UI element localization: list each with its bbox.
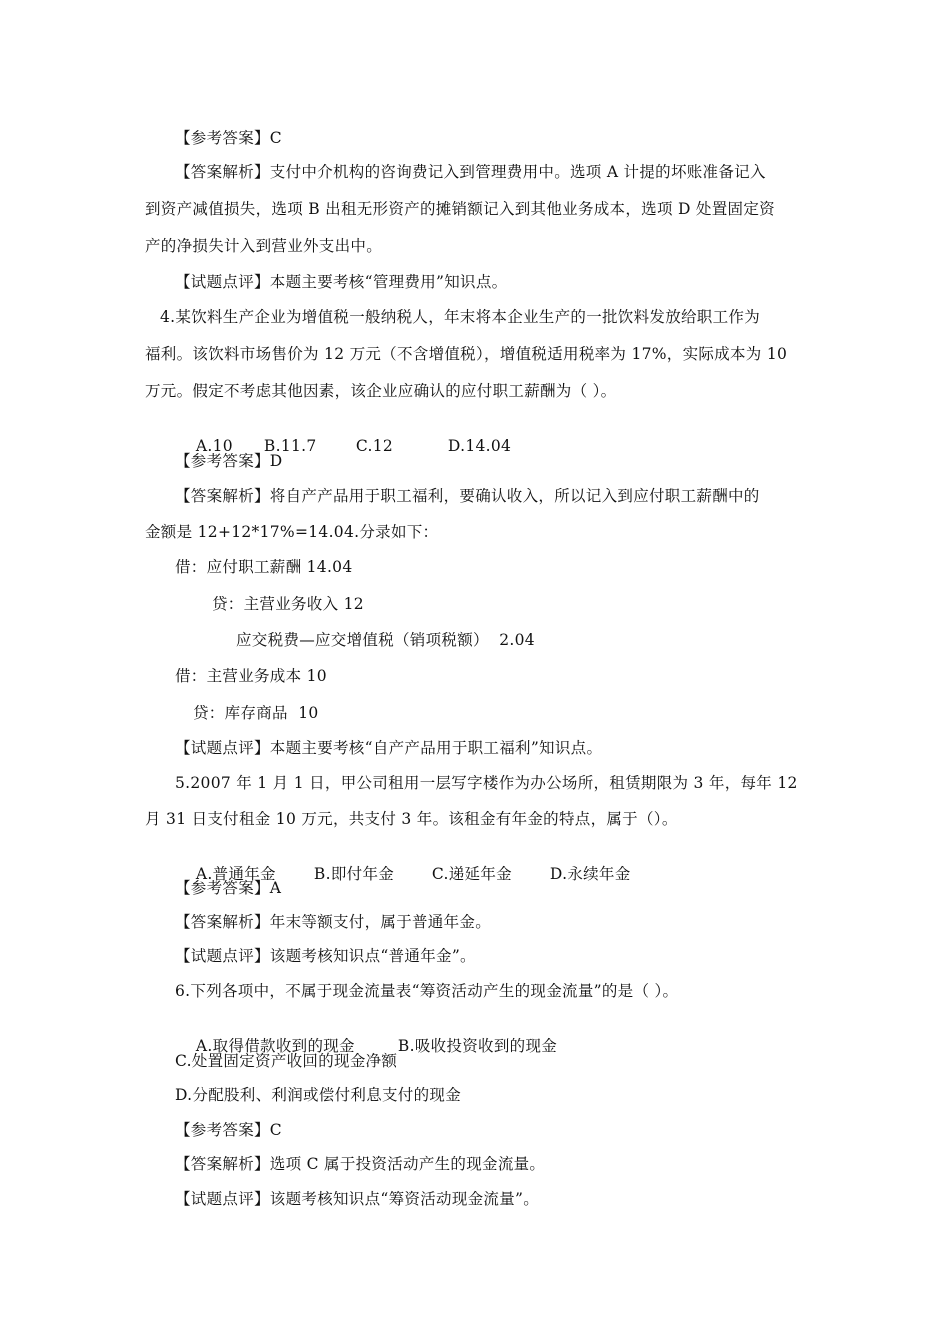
option-d: D.14.04 — [447, 437, 512, 455]
option-d: D.永续年金 — [549, 865, 631, 883]
option-c: C.递延年金 — [431, 865, 512, 883]
explanation-q4-line2: 金额是 12+12*17%=14.04.分录如下： — [145, 523, 439, 541]
explanation-q4-line1: 【答案解析】将自产产品用于职工福利，要确认收入，所以记入到应付职工薪酬中的 — [175, 487, 760, 505]
comment-q6: 【试题点评】该题考核知识点“筹资活动现金流量”。 — [175, 1190, 540, 1208]
option-b: B.吸收投资收到的现金 — [397, 1037, 558, 1055]
question-5-line1: 5.2007 年 1 月 1 日，甲公司租用一层写字楼作为办公场所，租赁期限为 3 年，每年 12 — [175, 774, 798, 792]
option-a: A.普通年金 — [195, 865, 276, 883]
answer-q4: 【参考答案】D — [175, 452, 283, 470]
option-c: C.12 — [355, 437, 394, 455]
explanation-q3-line2: 到资产减值损失，选项 B 出租无形资产的摊销额记入到其他业务成本，选项 D 处置固定资 — [145, 200, 775, 218]
option-b: B.即付年金 — [313, 865, 395, 883]
journal-credit-1: 贷：主营业务收入 12 — [212, 595, 364, 613]
answer-q6: 【参考答案】C — [175, 1121, 282, 1139]
option-c-q6: C.处置固定资产收回的现金净额 — [175, 1052, 398, 1070]
explanation-q3-line3: 产的净损失计入到营业外支出中。 — [145, 237, 383, 255]
explanation-q6: 【答案解析】选项 C 属于投资活动产生的现金流量。 — [175, 1155, 546, 1173]
comment-q5: 【试题点评】该题考核知识点“普通年金”。 — [175, 947, 476, 965]
comment-q4: 【试题点评】本题主要考核“自产产品用于职工福利”知识点。 — [175, 739, 603, 757]
option-a: A.10 — [195, 437, 233, 455]
answer-q3: 【参考答案】C — [175, 129, 282, 147]
option-a: A.取得借款收到的现金 — [195, 1037, 355, 1055]
answer-q5: 【参考答案】A — [175, 879, 282, 897]
explanation-q5: 【答案解析】年末等额支付，属于普通年金。 — [175, 913, 492, 931]
journal-debit-2: 借：主营业务成本 10 — [175, 667, 327, 685]
journal-credit-3: 贷：库存商品 10 — [193, 704, 319, 722]
comment-q3: 【试题点评】本题主要考核“管理费用”知识点。 — [175, 273, 508, 291]
question-6: 6.下列各项中，不属于现金流量表“筹资活动产生的现金流量”的是（ ）。 — [175, 982, 679, 1000]
option-b: B.11.7 — [263, 437, 317, 455]
question-4-line2: 福利。该饮料市场售价为 12 万元（不含增值税），增值税适用税率为 17%，实际成本为 10 — [145, 345, 788, 363]
question-5-line2: 月 31 日支付租金 10 万元，共支付 3 年。该租金有年金的特点，属于（）。 — [145, 810, 678, 828]
option-d-q6: D.分配股利、利润或偿付利息支付的现金 — [175, 1086, 462, 1104]
journal-debit-1: 借：应付职工薪酬 14.04 — [175, 558, 353, 576]
explanation-q3-line1: 【答案解析】支付中介机构的咨询费记入到管理费用中。选项 A 计提的坏账准备记入 — [175, 163, 766, 181]
journal-credit-2: 应交税费—应交增值税（销项税额） 2.04 — [236, 631, 535, 649]
question-4-line1: 4.某饮料生产企业为增值税一般纳税人，年末将本企业生产的一批饮料发放给职工作为 — [160, 308, 760, 326]
question-4-line3: 万元。假定不考虑其他因素，该企业应确认的应付职工薪酬为（ ）。 — [145, 382, 617, 400]
